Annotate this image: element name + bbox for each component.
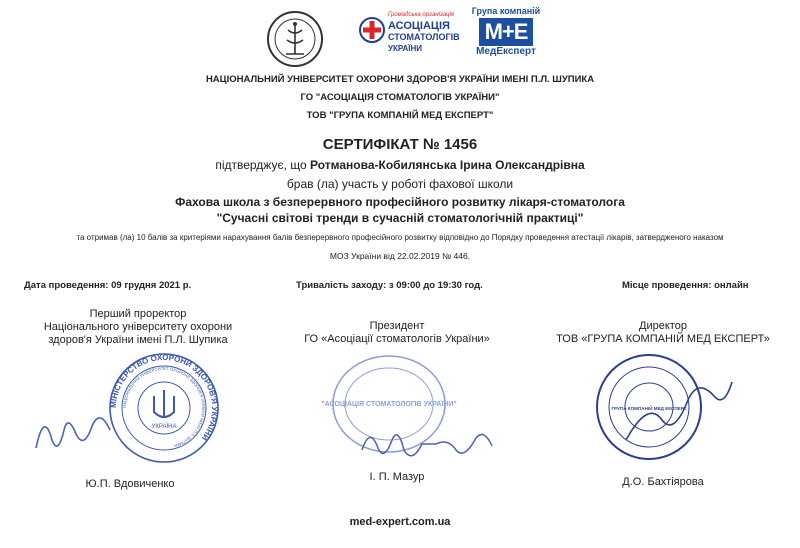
signatory-title-line: Національного університету охорони: [43, 321, 233, 333]
association-logo: [358, 12, 458, 58]
trident-icon: [154, 390, 174, 418]
ministry-stamp: [108, 352, 220, 464]
school-title-line2: "Сучасні світові тренди в сучасній стоматологічній практиці": [216, 211, 584, 225]
association-logo-line3: УКРАЇНИ: [388, 44, 423, 53]
school-title-line1: Фахова школа з безперервного професійного розвитку лікаря-стоматолога: [175, 195, 625, 209]
points-line1: та отримав (ла) 10 балів за критеріями нарахування балів безперервного професійного розвитку відповідно до Порядку проведення атестації лікарів, затвердженого наказом: [76, 233, 724, 242]
medexpert-caption: Група компаній: [471, 6, 541, 16]
event-duration-label: Тривалість заходу:: [296, 280, 389, 291]
medexpert-logo: [470, 6, 542, 62]
mazur-signature: [352, 420, 502, 468]
event-place-label: Місце проведення:: [622, 280, 715, 291]
signatory-title-line: Перший проректор: [89, 308, 187, 320]
association-logo-line1: АСОЦІАЦІЯ: [388, 20, 450, 32]
ministry-stamp-center-text: УКРАЇНА: [151, 424, 177, 430]
confirm-prefix: підтверджує, що: [215, 158, 311, 172]
signatory-name: Д.О. Бахтіярова: [622, 476, 704, 488]
event-date: [24, 280, 191, 291]
medexpert-stamp-text: ГРУПА КОМПАНІЙ МЕД ЕКСПЕРТ: [611, 406, 687, 411]
confirm-line: [0, 158, 800, 172]
signatory-title-line: ТОВ «ГРУПА КОМПАНІЙ МЕД ЕКСПЕРТ»: [556, 333, 770, 345]
bakhtiiarova-signature: [618, 370, 738, 450]
organizer-association: ГО "АСОЦІАЦІЯ СТОМАТОЛОГІВ УКРАЇНИ": [300, 92, 500, 103]
signatory-name: Ю.П. Вдовиченко: [85, 478, 175, 490]
points-line2: МОЗ України від 22.02.2019 № 446.: [329, 251, 471, 261]
event-date-value: 09 грудня 2021 р.: [111, 280, 192, 291]
medexpert-name: МедЕксперт: [476, 46, 536, 57]
event-duration-value: з 09:00 до 19:30 год.: [388, 280, 483, 291]
university-emblem-logo: [266, 10, 324, 68]
organizer-university: НАЦІОНАЛЬНИЙ УНІВЕРСИТЕТ ОХОРОНИ ЗДОРОВ'Я УКРАЇНИ ІМЕНІ П.Л. ШУПИКА: [205, 74, 595, 85]
medexpert-mark: М+Е: [479, 18, 533, 46]
event-place-value: онлайн: [714, 280, 749, 291]
signatory-name: І. П. Мазур: [369, 471, 425, 483]
signatory-title-line: Директор: [639, 320, 687, 332]
footer-site: med-expert.com.ua: [349, 516, 451, 528]
signatory-medexpert: [548, 320, 778, 346]
event-duration: [296, 280, 483, 291]
ministry-stamp-outer-text: МІНІСТЕРСТВО ОХОРОНИ ЗДОРОВ'Я УКРАЇНИ: [108, 352, 220, 443]
participation-line: брав (ла) участь у роботі фахової школи: [286, 177, 514, 191]
certificate-title: СЕРТИФІКАТ № 1456: [322, 136, 478, 153]
association-logo-line2: СТОМАТОЛОГІВ: [388, 32, 460, 42]
signatory-title-line: здоров'я України імені П.Л. Шупика: [48, 334, 228, 346]
event-date-label: Дата проведення:: [24, 280, 112, 291]
association-small-caption: Громадська організація: [388, 12, 454, 18]
event-place: [622, 280, 749, 291]
signatory-association: [272, 320, 522, 346]
organizers-block: [0, 71, 800, 125]
organizer-medexpert: ТОВ "ГРУПА КОМПАНІЙ МЕД ЕКСПЕРТ": [306, 110, 494, 121]
signatory-title-line: Президент: [369, 320, 425, 332]
signatory-university: [30, 308, 246, 347]
red-cross-icon: [358, 16, 386, 44]
ministry-stamp-inner-text: НАЦІОНАЛЬНИЙ УНІВЕРСИТЕТ ОХОРОНИ ЗДОРОВ'Я УКРАЇНИ ІМЕНІ П.Л. ШУПИКА: [121, 365, 207, 449]
vdovychenko-signature: [30, 400, 120, 460]
association-stamp-text: "АСОЦІАЦІЯ СТОМАТОЛОГІВ УКРАЇНИ": [321, 401, 457, 408]
participant-name: Ротманова-Кобилянська Ірина Олександрівна: [310, 158, 585, 172]
signatory-title-line: ГО «Асоціації стоматологів України»: [304, 333, 490, 345]
